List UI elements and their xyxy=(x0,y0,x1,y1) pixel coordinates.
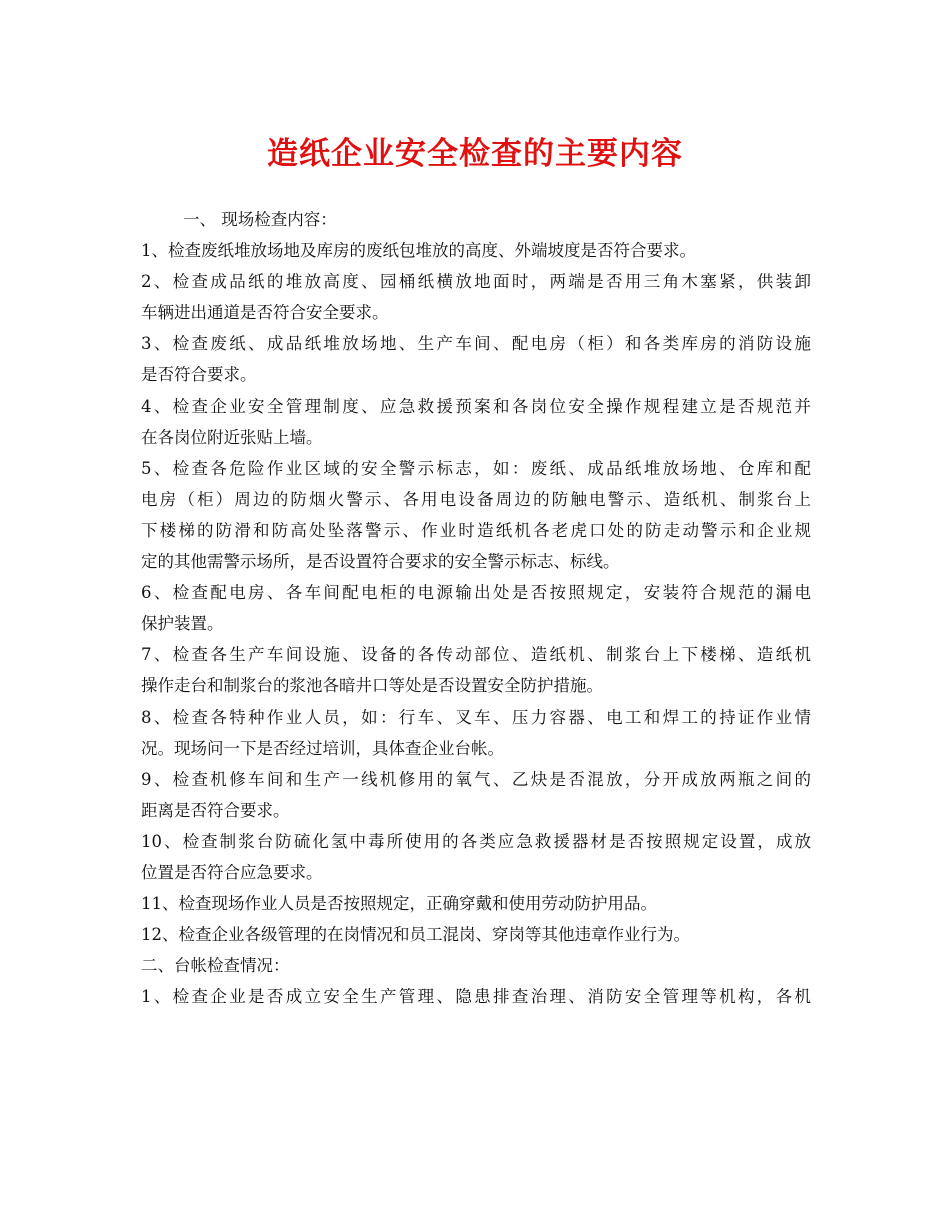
document-title: 造纸企业安全检查的主要内容 xyxy=(267,136,683,172)
paragraph-line: 操作走台和制浆台的浆池各暗井口等处是否设置安全防护措施。 xyxy=(141,676,603,696)
paragraph-line: 11、检查现场作业人员是否按照规定，正确穿戴和使用劳动防护用品。 xyxy=(141,894,657,914)
paragraph-line: 况。现场问一下是否经过培训，具体查企业台帐。 xyxy=(141,738,504,758)
paragraph-line: 1、检查废纸堆放场地及库房的废纸包堆放的高度、外端坡度是否符合要求。 xyxy=(141,241,696,261)
paragraph-line: 距离是否符合要求。 xyxy=(141,800,290,820)
paragraph-line: 6、检查配电房、各车间配电柜的电源输出处是否按照规定，安装符合规范的漏电 xyxy=(141,583,811,603)
paragraph-line: 7、检查各生产车间设施、设备的各传动部位、造纸机、制浆台上下楼梯、造纸机 xyxy=(141,645,811,665)
paragraph-line: 2、检查成品纸的堆放高度、园桶纸横放地面时，两端是否用三角木塞紧，供装卸 xyxy=(141,272,811,292)
document-body xyxy=(141,204,811,1012)
section-heading: 一、 现场检查内容： xyxy=(183,210,337,229)
paragraph-line: 1、检查企业是否成立安全生产管理、隐患排查治理、消防安全管理等机构，各机 xyxy=(141,987,811,1007)
paragraph-line: 9、检查机修车间和生产一线机修用的氧气、乙炔是否混放，分开成放两瓶之间的 xyxy=(141,769,811,789)
paragraph-line: 定的其他需警示场所，是否设置符合要求的安全警示标志、标线。 xyxy=(141,552,620,572)
paragraph-line: 5、检查各危险作业区域的安全警示标志，如：废纸、成品纸堆放场地、仓库和配 xyxy=(141,458,811,478)
paragraph-line: 4、检查企业安全管理制度、应急救援预案和各岗位安全操作规程建立是否规范并 xyxy=(141,396,811,416)
paragraph-line: 是否符合要求。 xyxy=(141,365,257,385)
paragraph-line: 位置是否符合应急要求。 xyxy=(141,862,323,882)
paragraph-line: 8、检查各特种作业人员，如：行车、叉车、压力容器、电工和焊工的持证作业情 xyxy=(141,707,811,727)
paragraph-line: 3、检查废纸、成品纸堆放场地、生产车间、配电房（柜）和各类库房的消防设施 xyxy=(141,334,811,354)
paragraph-line: 12、检查企业各级管理的在岗情况和员工混岗、穿岗等其他违章作业行为。 xyxy=(141,925,690,945)
paragraph-line: 在各岗位附近张贴上墙。 xyxy=(141,427,323,447)
paragraph-line: 电房（柜）周边的防烟火警示、各用电设备周边的防触电警示、造纸机、制浆台上 xyxy=(141,489,811,509)
paragraph-line: 保护装置。 xyxy=(141,614,224,634)
paragraph-line: 下楼梯的防滑和防高处坠落警示、作业时造纸机各老虎口处的防走动警示和企业规 xyxy=(141,520,811,540)
section-heading: 二、台帐检查情况： xyxy=(141,956,290,976)
paragraph-line: 车辆进出通道是否符合安全要求。 xyxy=(141,303,389,323)
paragraph-line: 10、检查制浆台防硫化氢中毒所使用的各类应急救援器材是否按照规定设置，成放 xyxy=(141,831,811,851)
